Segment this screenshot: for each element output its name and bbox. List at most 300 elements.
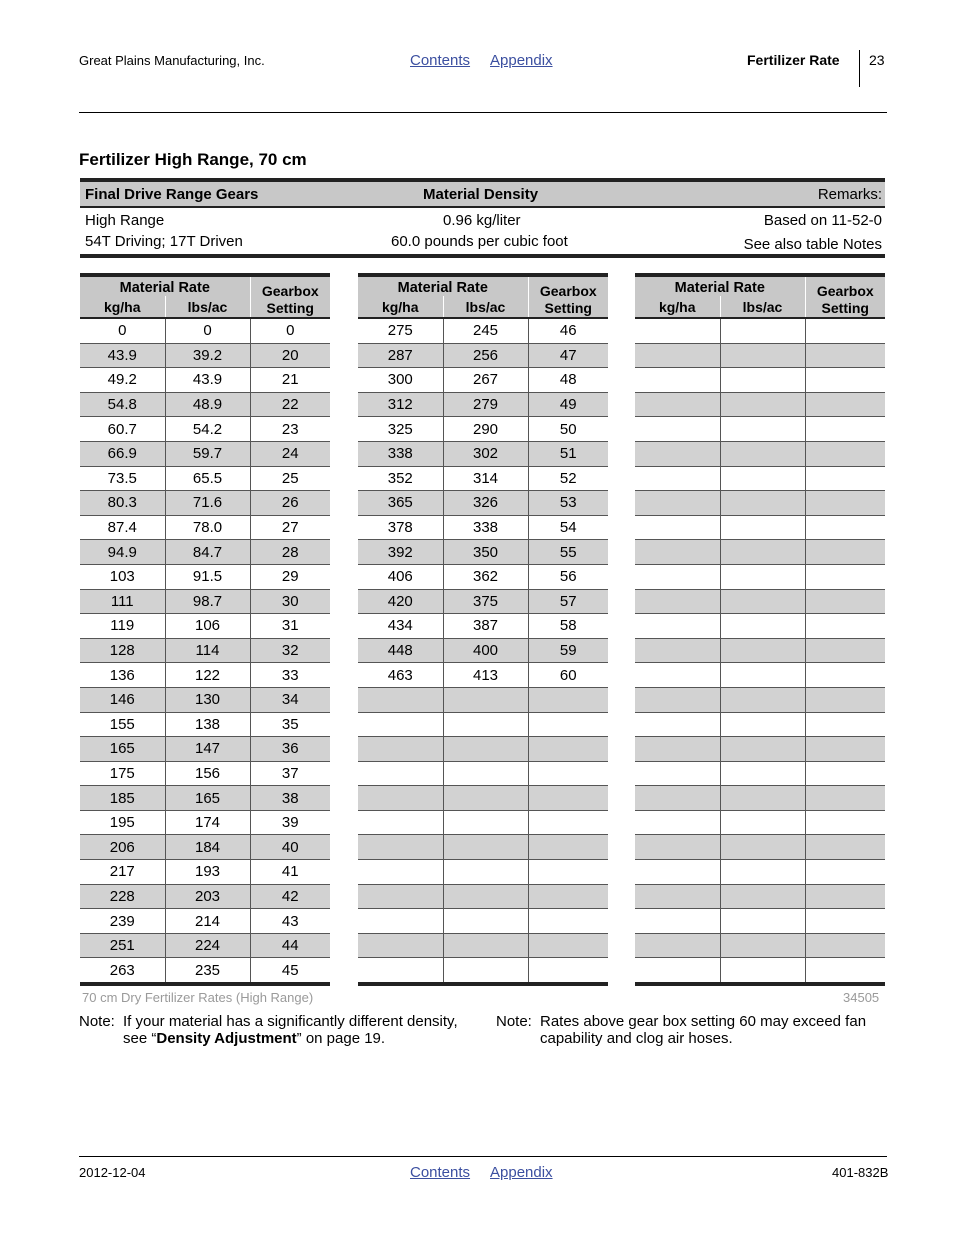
table-row <box>80 761 330 786</box>
kg-ha-cell: 185 <box>80 786 165 811</box>
gearbox-setting-cell <box>805 909 885 934</box>
table-row <box>358 589 608 614</box>
density-adjustment-ref: Density Adjustment <box>156 1030 297 1047</box>
kg-ha-cell <box>635 466 720 491</box>
gearbox-setting-cell <box>528 712 608 737</box>
table-row <box>358 933 608 958</box>
density-imperial-value: 60.0 pounds per cubic foot <box>391 233 568 250</box>
table-row <box>80 368 330 393</box>
kg-ha-cell: 146 <box>80 687 165 712</box>
table-row <box>635 614 885 639</box>
gearbox-setting-cell <box>805 368 885 393</box>
gearbox-setting-cell: 46 <box>528 318 608 343</box>
drive-gears-value: 54T Driving; 17T Driven <box>85 233 243 250</box>
lbs-ac-cell <box>720 417 805 442</box>
material-rate-header: Material Rate <box>635 275 805 296</box>
rate-table-1 <box>80 273 330 986</box>
kg-ha-cell: 66.9 <box>80 441 165 466</box>
table-row <box>635 933 885 958</box>
gearbox-setting-cell: 30 <box>250 589 330 614</box>
gearbox-setting-cell <box>805 761 885 786</box>
contents-link[interactable]: Contents <box>410 52 471 69</box>
gearbox-setting-cell: 50 <box>528 417 608 442</box>
lbs-ac-cell: 156 <box>165 761 250 786</box>
table-row <box>80 491 330 516</box>
gearbox-setting-cell: 39 <box>250 810 330 835</box>
lbs-ac-cell: 71.6 <box>165 491 250 516</box>
kg-ha-cell: 275 <box>358 318 443 343</box>
final-drive-header: Final Drive Range Gears <box>85 186 259 203</box>
kg-ha-cell <box>635 835 720 860</box>
lbs-ac-cell <box>443 810 528 835</box>
kg-ha-cell: 136 <box>80 663 165 688</box>
kg-ha-cell: 365 <box>358 491 443 516</box>
gearbox-setting-cell <box>805 638 885 663</box>
gearbox-setting-cell: 33 <box>250 663 330 688</box>
kg-ha-cell: 420 <box>358 589 443 614</box>
gearbox-setting-cell <box>528 884 608 909</box>
kg-ha-cell <box>635 540 720 565</box>
note-text: If your material has a significantly different density, see “Density Adjustment” on page 19. <box>123 1013 458 1047</box>
gearbox-setting-cell: 0 <box>250 318 330 343</box>
table-row <box>80 663 330 688</box>
kg-ha-cell: 128 <box>80 638 165 663</box>
table-row <box>358 343 608 368</box>
lbs-ac-cell <box>443 884 528 909</box>
gearbox-setting-cell: 44 <box>250 933 330 958</box>
table-row <box>358 491 608 516</box>
footer-date: 2012-12-04 <box>79 1165 146 1180</box>
kg-ha-cell <box>635 441 720 466</box>
lbs-ac-cell <box>720 786 805 811</box>
lbs-ac-cell <box>443 909 528 934</box>
table-row <box>80 909 330 934</box>
gearbox-setting-cell <box>805 318 885 343</box>
gearbox-setting-cell <box>528 786 608 811</box>
gearbox-setting-cell <box>805 860 885 885</box>
lbs-ac-cell: 290 <box>443 417 528 442</box>
kg-ha-cell: 155 <box>80 712 165 737</box>
kg-ha-cell <box>635 687 720 712</box>
lbs-ac-cell <box>720 540 805 565</box>
kg-ha-cell <box>635 909 720 934</box>
kg-ha-cell: 448 <box>358 638 443 663</box>
lbs-ac-cell: 122 <box>165 663 250 688</box>
kg-ha-cell <box>635 515 720 540</box>
kg-ha-cell <box>635 638 720 663</box>
lbs-ac-cell <box>720 466 805 491</box>
table-row <box>358 638 608 663</box>
table-row <box>80 564 330 589</box>
kg-ha-cell <box>635 786 720 811</box>
gearbox-setting-cell <box>528 810 608 835</box>
gearbox-setting-cell <box>805 515 885 540</box>
gearbox-setting-cell: 27 <box>250 515 330 540</box>
kg-ha-cell <box>635 368 720 393</box>
lbs-ac-cell <box>720 737 805 762</box>
gearbox-setting-cell <box>528 737 608 762</box>
gearbox-setting-cell <box>805 614 885 639</box>
table-row <box>358 417 608 442</box>
table-row <box>80 958 330 984</box>
kg-ha-cell: 434 <box>358 614 443 639</box>
kg-ha-cell: 195 <box>80 810 165 835</box>
table-row <box>635 786 885 811</box>
table-row <box>80 540 330 565</box>
table-row <box>80 884 330 909</box>
table-row <box>635 417 885 442</box>
gearbox-setting-cell: 48 <box>528 368 608 393</box>
lbs-ac-cell <box>720 515 805 540</box>
lbs-ac-cell <box>720 392 805 417</box>
table-row <box>635 810 885 835</box>
lbs-ac-cell: 302 <box>443 441 528 466</box>
table-row <box>358 368 608 393</box>
lbs-ac-cell: 65.5 <box>165 466 250 491</box>
kg-ha-cell: 111 <box>80 589 165 614</box>
kg-ha-cell: 0 <box>80 318 165 343</box>
lbs-ac-cell <box>720 909 805 934</box>
lbs-ac-cell <box>720 663 805 688</box>
kg-ha-cell <box>635 933 720 958</box>
kg-ha-cell <box>635 761 720 786</box>
lbs-ac-cell <box>720 441 805 466</box>
gearbox-setting-cell: 23 <box>250 417 330 442</box>
footer-rule <box>79 1156 887 1157</box>
header-rule <box>79 112 887 113</box>
lbs-ac-cell: 0 <box>165 318 250 343</box>
kg-ha-cell: 251 <box>80 933 165 958</box>
gearbox-setting-cell: 41 <box>250 860 330 885</box>
kg-ha-cell <box>358 884 443 909</box>
table-row <box>635 515 885 540</box>
gearbox-setting-cell <box>805 491 885 516</box>
lbs-ac-cell: 54.2 <box>165 417 250 442</box>
lbs-ac-cell: 314 <box>443 466 528 491</box>
table-row <box>635 441 885 466</box>
kg-ha-cell: 73.5 <box>80 466 165 491</box>
lbs-ac-header: lbs/ac <box>720 296 805 318</box>
kg-ha-cell: 406 <box>358 564 443 589</box>
table-row <box>80 933 330 958</box>
kg-ha-cell <box>358 835 443 860</box>
gearbox-setting-cell <box>805 466 885 491</box>
document-number: 401-832B <box>832 1165 889 1180</box>
table-row <box>358 441 608 466</box>
table-row <box>358 884 608 909</box>
gearbox-setting-cell: 28 <box>250 540 330 565</box>
gearbox-setting-cell <box>805 712 885 737</box>
table-row <box>635 761 885 786</box>
lbs-ac-cell: 48.9 <box>165 392 250 417</box>
lbs-ac-cell <box>443 737 528 762</box>
lbs-ac-cell: 130 <box>165 687 250 712</box>
gearbox-setting-cell: 21 <box>250 368 330 393</box>
lbs-ac-cell: 174 <box>165 810 250 835</box>
table-row <box>358 614 608 639</box>
table-row <box>358 564 608 589</box>
lbs-ac-cell: 279 <box>443 392 528 417</box>
table-row <box>635 343 885 368</box>
gearbox-setting-cell: 38 <box>250 786 330 811</box>
table-row <box>358 466 608 491</box>
table-row <box>358 392 608 417</box>
gearbox-setting-cell: 47 <box>528 343 608 368</box>
kg-ha-cell <box>635 318 720 343</box>
table-row <box>635 860 885 885</box>
table-row <box>635 392 885 417</box>
lbs-ac-cell: 256 <box>443 343 528 368</box>
lbs-ac-cell: 84.7 <box>165 540 250 565</box>
appendix-link[interactable]: Appendix <box>490 52 553 69</box>
gearbox-setting-cell: 53 <box>528 491 608 516</box>
gearbox-setting-cell: 40 <box>250 835 330 860</box>
info-body-row <box>80 208 885 254</box>
table-row <box>635 466 885 491</box>
lbs-ac-cell: 350 <box>443 540 528 565</box>
lbs-ac-cell <box>443 933 528 958</box>
gearbox-setting-cell: 34 <box>250 687 330 712</box>
section-title: Fertilizer Rate <box>747 52 840 68</box>
kg-ha-cell: 119 <box>80 614 165 639</box>
table-row <box>80 737 330 762</box>
gearbox-setting-cell <box>805 884 885 909</box>
gearbox-setting-cell <box>528 909 608 934</box>
lbs-ac-cell: 114 <box>165 638 250 663</box>
gearbox-setting-cell: 51 <box>528 441 608 466</box>
gearbox-setting-cell <box>805 589 885 614</box>
gearbox-setting-cell <box>805 540 885 565</box>
lbs-ac-cell: 39.2 <box>165 343 250 368</box>
table-row <box>80 417 330 442</box>
table-row <box>635 491 885 516</box>
table-row <box>358 909 608 934</box>
drive-info-table <box>80 178 885 258</box>
table-row <box>80 860 330 885</box>
kg-ha-cell: 54.8 <box>80 392 165 417</box>
lbs-ac-cell: 224 <box>165 933 250 958</box>
table-row <box>635 958 885 984</box>
table-row <box>80 687 330 712</box>
kg-ha-cell: 87.4 <box>80 515 165 540</box>
lbs-ac-cell <box>443 687 528 712</box>
gearbox-setting-cell <box>805 441 885 466</box>
table-row <box>80 638 330 663</box>
note-label: Note: <box>79 1013 115 1030</box>
lbs-ac-cell: 147 <box>165 737 250 762</box>
lbs-ac-cell: 400 <box>443 638 528 663</box>
page-number: 23 <box>869 52 885 68</box>
lbs-ac-cell <box>720 589 805 614</box>
lbs-ac-cell <box>720 318 805 343</box>
note-text: Rates above gear box setting 60 may exceed fan capability and clog air hoses. <box>540 1013 867 1047</box>
kg-ha-cell <box>358 933 443 958</box>
kg-ha-cell <box>635 712 720 737</box>
gearbox-setting-cell: 55 <box>528 540 608 565</box>
drive-range-value: High Range <box>85 212 165 229</box>
lbs-ac-header: lbs/ac <box>443 296 528 318</box>
kg-ha-cell <box>358 737 443 762</box>
gearbox-setting-cell <box>528 761 608 786</box>
gearbox-setting-cell: 56 <box>528 564 608 589</box>
footer-contents-link[interactable]: Contents <box>410 1164 471 1181</box>
table-row <box>635 540 885 565</box>
kg-ha-cell: 80.3 <box>80 491 165 516</box>
gearbox-setting-cell <box>805 343 885 368</box>
lbs-ac-cell <box>720 564 805 589</box>
lbs-ac-cell: 138 <box>165 712 250 737</box>
kg-ha-header: kg/ha <box>80 296 165 318</box>
lbs-ac-cell <box>443 712 528 737</box>
material-rate-header: Material Rate <box>80 275 250 296</box>
gearbox-setting-cell: 32 <box>250 638 330 663</box>
lbs-ac-cell: 98.7 <box>165 589 250 614</box>
kg-ha-cell <box>635 589 720 614</box>
gearbox-setting-cell: 42 <box>250 884 330 909</box>
kg-ha-cell <box>358 761 443 786</box>
lbs-ac-cell: 375 <box>443 589 528 614</box>
kg-ha-cell: 325 <box>358 417 443 442</box>
gearbox-setting-cell: 22 <box>250 392 330 417</box>
table-row <box>358 663 608 688</box>
gearbox-setting-cell: 35 <box>250 712 330 737</box>
kg-ha-cell: 175 <box>80 761 165 786</box>
kg-ha-cell <box>635 884 720 909</box>
table-row <box>80 466 330 491</box>
kg-ha-cell: 392 <box>358 540 443 565</box>
table-row <box>358 786 608 811</box>
lbs-ac-header: lbs/ac <box>165 296 250 318</box>
gearbox-setting-cell: 60 <box>528 663 608 688</box>
gearbox-setting-cell <box>805 663 885 688</box>
table-row <box>635 368 885 393</box>
table-row <box>80 441 330 466</box>
kg-ha-cell <box>635 737 720 762</box>
kg-ha-cell <box>358 909 443 934</box>
lbs-ac-cell <box>720 933 805 958</box>
table-row <box>635 318 885 343</box>
kg-ha-cell: 312 <box>358 392 443 417</box>
gearbox-setting-cell <box>528 687 608 712</box>
gearbox-setting-cell <box>805 687 885 712</box>
lbs-ac-cell <box>720 368 805 393</box>
kg-ha-cell: 43.9 <box>80 343 165 368</box>
lbs-ac-cell: 43.9 <box>165 368 250 393</box>
table-row <box>80 392 330 417</box>
lbs-ac-cell: 387 <box>443 614 528 639</box>
kg-ha-cell <box>635 860 720 885</box>
material-rate-header: Material Rate <box>358 275 528 296</box>
kg-ha-cell <box>635 663 720 688</box>
gearbox-setting-cell <box>805 958 885 984</box>
lbs-ac-cell <box>720 884 805 909</box>
gearbox-setting-cell: 52 <box>528 466 608 491</box>
table-row <box>358 761 608 786</box>
kg-ha-cell: 239 <box>80 909 165 934</box>
page-title: Fertilizer High Range, 70 cm <box>79 150 307 169</box>
lbs-ac-cell <box>720 860 805 885</box>
gearbox-setting-cell: 54 <box>528 515 608 540</box>
gearbox-setting-cell <box>805 737 885 762</box>
lbs-ac-cell: 326 <box>443 491 528 516</box>
gearbox-setting-cell <box>805 810 885 835</box>
kg-ha-cell <box>635 564 720 589</box>
kg-ha-cell: 217 <box>80 860 165 885</box>
table-row <box>358 835 608 860</box>
figure-id: 34505 <box>843 990 880 1005</box>
kg-ha-cell: 206 <box>80 835 165 860</box>
gearbox-setting-cell: 25 <box>250 466 330 491</box>
table-row <box>635 737 885 762</box>
kg-ha-cell <box>358 860 443 885</box>
gearbox-setting-cell: 49 <box>528 392 608 417</box>
lbs-ac-cell: 413 <box>443 663 528 688</box>
gearbox-setting-header: Gearbox Setting <box>805 275 885 318</box>
table-row <box>358 687 608 712</box>
table-row <box>635 835 885 860</box>
table-row <box>80 318 330 343</box>
table-row <box>358 318 608 343</box>
gearbox-setting-cell <box>528 860 608 885</box>
kg-ha-header: kg/ha <box>358 296 443 318</box>
kg-ha-cell: 287 <box>358 343 443 368</box>
lbs-ac-cell <box>443 958 528 984</box>
kg-ha-cell: 463 <box>358 663 443 688</box>
table-row <box>635 589 885 614</box>
gearbox-setting-cell: 20 <box>250 343 330 368</box>
lbs-ac-cell <box>720 343 805 368</box>
table-caption: 70 cm Dry Fertilizer Rates (High Range) <box>82 990 314 1005</box>
gearbox-setting-cell <box>805 786 885 811</box>
table-row <box>635 663 885 688</box>
lbs-ac-cell: 338 <box>443 515 528 540</box>
footer-appendix-link[interactable]: Appendix <box>490 1164 553 1181</box>
table-row <box>635 909 885 934</box>
lbs-ac-cell <box>720 712 805 737</box>
table-row <box>80 515 330 540</box>
kg-ha-cell: 228 <box>80 884 165 909</box>
kg-ha-cell <box>635 491 720 516</box>
rate-table-3 <box>635 273 885 986</box>
lbs-ac-cell: 267 <box>443 368 528 393</box>
kg-ha-cell <box>358 958 443 984</box>
table-row <box>358 737 608 762</box>
lbs-ac-cell: 184 <box>165 835 250 860</box>
lbs-ac-cell: 165 <box>165 786 250 811</box>
kg-ha-cell: 94.9 <box>80 540 165 565</box>
material-density-header: Material Density <box>423 186 539 203</box>
lbs-ac-cell <box>443 761 528 786</box>
kg-ha-cell <box>635 392 720 417</box>
table-row <box>80 835 330 860</box>
table-row <box>358 860 608 885</box>
lbs-ac-cell: 235 <box>165 958 250 984</box>
gearbox-setting-cell: 24 <box>250 441 330 466</box>
gearbox-setting-header: Gearbox Setting <box>250 275 330 318</box>
gearbox-setting-header: Gearbox Setting <box>528 275 608 318</box>
kg-ha-cell: 49.2 <box>80 368 165 393</box>
lbs-ac-cell: 362 <box>443 564 528 589</box>
kg-ha-header: kg/ha <box>635 296 720 318</box>
kg-ha-cell: 338 <box>358 441 443 466</box>
lbs-ac-cell <box>720 491 805 516</box>
table-row <box>358 515 608 540</box>
table-row <box>80 810 330 835</box>
kg-ha-cell <box>635 614 720 639</box>
gearbox-setting-cell: 43 <box>250 909 330 934</box>
rate-table-2 <box>358 273 608 986</box>
gearbox-setting-cell: 29 <box>250 564 330 589</box>
